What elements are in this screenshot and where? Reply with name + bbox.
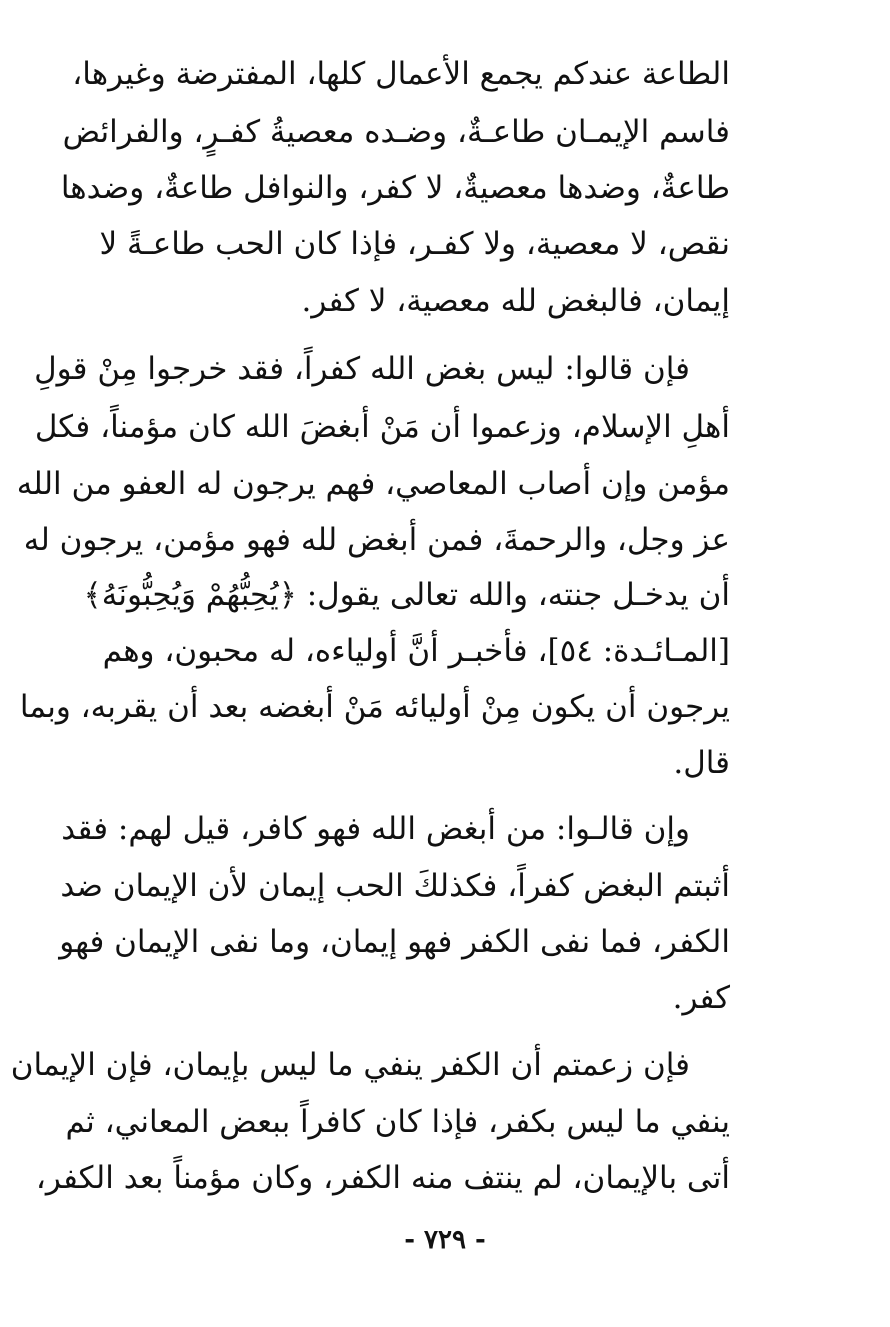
text-line: طاعةٌ، وضدها معصيةٌ، لا كفر، والنوافل طاعةٌ، وضدها bbox=[60, 170, 730, 206]
text-line: فإن زعمتم أن الكفر ينفي ما ليس بإيمان، فإن الإيمان bbox=[10, 1047, 690, 1083]
text-line: إيمان، فالبغض لله معصية، لا كفر. bbox=[301, 283, 730, 319]
text-line: مؤمن وإن أصاب المعاصي، فهم يرجون له العفو من الله bbox=[16, 466, 730, 502]
text-line: الطاعة عندكم يجمع الأعمال كلها، المفترضة وغيرها، bbox=[72, 56, 730, 92]
text-line: نقص، لا معصية، ولا كفـر، فإذا كان الحب طاعـةً لا bbox=[99, 226, 730, 262]
page-number: - ٧٢٩ - bbox=[404, 1225, 486, 1255]
text-line: فاسم الإيمـان طاعـةٌ، وضـده معصيةُ كفـرٍ، والفرائض bbox=[62, 114, 730, 150]
text-line: [المـائـدة: ٥٤]، فأخبـر أنَّ أولياءه، له محبون، وهم bbox=[102, 633, 730, 669]
text-line: ينفي ما ليس بكفر، فإذا كان كافراً ببعض المعاني، ثم bbox=[65, 1104, 730, 1140]
text-line: وإن قالـوا: من أبغض الله فهو كافر، قيل لهم: فقد bbox=[61, 811, 690, 847]
text-line: أثبتم البغض كفراً، فكذلكَ الحب إيمان لأن الإيمان ضد bbox=[60, 868, 730, 904]
text-line: فإن قالوا: ليس بغض الله كفراً، فقد خرجوا مِنْ قولِ bbox=[34, 351, 690, 387]
text-line: أن يدخـل جنته، والله تعالى يقول: ﴿يُحِبُّهُمْ وَيُحِبُّونَهُ﴾ bbox=[83, 577, 730, 613]
text-line: الكفر، فما نفى الكفر فهو إيمان، وما نفى الإيمان فهو bbox=[59, 924, 730, 960]
text-line: عز وجل، والرحمةَ، فمن أبغض لله فهو مؤمن، يرجون له bbox=[23, 522, 730, 558]
text-line: كفر. bbox=[672, 980, 730, 1016]
text-line: قال. bbox=[673, 745, 730, 781]
text-line: أهلِ الإسلام، وزعموا أن مَنْ أبغضَ الله كان مؤمناً، فكل bbox=[34, 409, 730, 445]
text-line: أتى بالإيمان، لم ينتف منه الكفر، وكان مؤمناً بعد الكفر، bbox=[35, 1160, 730, 1196]
text-line: يرجون أن يكون مِنْ أوليائه مَنْ أبغضه بعد أن يقربه، وبما bbox=[19, 689, 730, 725]
